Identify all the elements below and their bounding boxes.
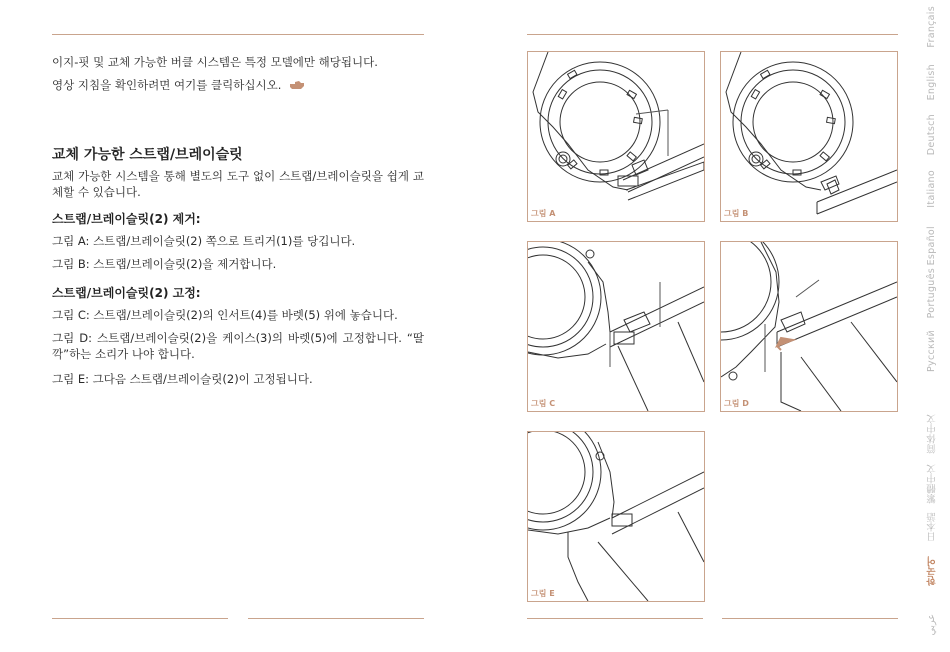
video-link[interactable] <box>52 77 305 93</box>
remove-heading: 스트랩/브레이슬릿(2) 제거: <box>52 212 201 226</box>
video-link-text[interactable]: 영상 지침을 확인하려면 여기를 클릭하십시오. <box>52 78 282 92</box>
watch-insert-on-bar-illustration <box>528 242 704 411</box>
language-sidebar <box>924 0 946 652</box>
figure-b-label: 그림 B <box>724 209 749 218</box>
attach-heading: 스트랩/브레이슬릿(2) 고정: <box>52 286 201 300</box>
lang-tab-portuguese[interactable]: Português <box>926 268 937 319</box>
figure-c-label: 그림 C <box>531 399 556 408</box>
lang-tab-italian[interactable]: Italiano <box>926 170 937 208</box>
figure-a-label: 그림 A <box>531 209 556 218</box>
section-heading: 교체 가능한 스트랩/브레이슬릿 <box>52 147 243 163</box>
lang-tab-french[interactable]: Français <box>926 6 937 48</box>
watch-strap-fixed-illustration <box>528 432 704 601</box>
lang-tab-english[interactable]: English <box>926 64 937 101</box>
watch-trigger-illustration <box>528 52 704 221</box>
pointing-hand-icon[interactable] <box>289 80 305 90</box>
lang-tab-russian[interactable]: Русский <box>926 330 937 372</box>
watch-strap-attach-illustration <box>721 242 897 411</box>
lang-tab-simplified-chinese[interactable]: 简体中文 <box>927 414 938 454</box>
lang-tab-traditional-chinese[interactable]: 繁體中文 <box>927 464 938 504</box>
bottom-rule-right-a <box>527 618 703 619</box>
arrow-icon <box>777 338 793 350</box>
figure-e-label: 그림 E <box>531 589 555 598</box>
bottom-rule-left-b <box>248 618 424 619</box>
lang-tab-spanish[interactable]: Español <box>926 226 937 266</box>
bottom-rule-left-a <box>52 618 228 619</box>
attach-step-c: 그림 C: 스트랩/브레이슬릿(2)의 인서트(4)를 바렛(5) 위에 놓습니다. <box>52 308 398 322</box>
remove-step-a: 그림 A: 스트랩/브레이슬릿(2) 쪽으로 트리거(1)를 당깁니다. <box>52 234 356 248</box>
lang-tab-german[interactable]: Deutsch <box>926 114 937 156</box>
figure-c <box>527 241 705 412</box>
remove-step-b: 그림 B: 스트랩/브레이슬릿(2)을 제거합니다. <box>52 257 277 271</box>
figure-e <box>527 431 705 602</box>
top-rule-left <box>52 34 424 35</box>
lang-tab-korean[interactable]: 한국어 <box>927 556 938 586</box>
attach-step-e: 그림 E: 그다음 스트랩/브레이슬릿(2)이 고정됩니다. <box>52 372 313 386</box>
lang-tab-japanese[interactable]: 日本語 <box>927 512 938 542</box>
watch-strap-removed-illustration <box>721 52 897 221</box>
attach-step-d: 그림 D: 스트랩/브레이슬릿(2)을 케이스(3)의 바렛(5)에 고정합니다. “딸깍”하는 소리가 나야 합니다. <box>52 331 424 361</box>
lang-tab-arabic[interactable]: عربي <box>926 614 937 636</box>
top-rule-right <box>527 34 898 35</box>
bottom-rule-right-b <box>722 618 898 619</box>
intro-line-1: 이지-핏 및 교체 가능한 버클 시스템은 특정 모델에만 해당됩니다. <box>52 55 378 69</box>
figure-a <box>527 51 705 222</box>
figure-b <box>720 51 898 222</box>
section-description: 교체 가능한 시스템을 통해 별도의 도구 없이 스트랩/브레이슬릿을 쉽게 교체할 수 있습니다. <box>52 169 424 199</box>
figure-d-label: 그림 D <box>724 399 749 408</box>
figure-d <box>720 241 898 412</box>
